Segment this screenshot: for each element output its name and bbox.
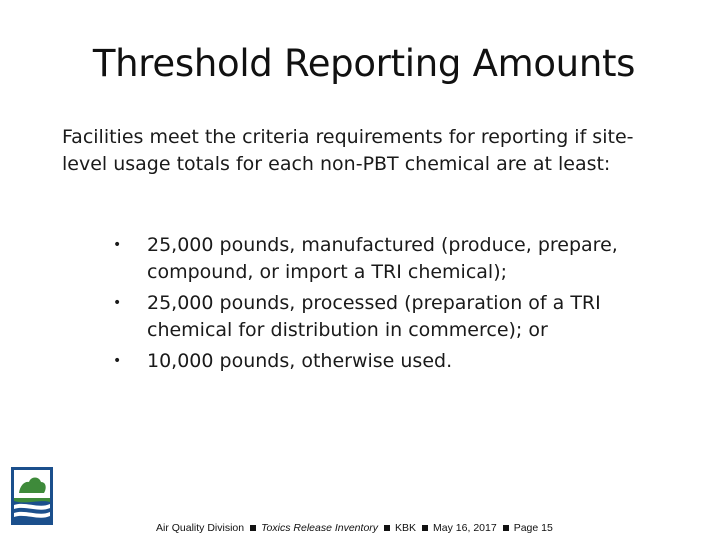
- square-separator-icon: [384, 525, 390, 531]
- list-item-text: 25,000 pounds, processed (preparation of a TRI chemical for distribution in commerce); or: [147, 292, 601, 341]
- square-separator-icon: [422, 525, 428, 531]
- slide-title: Threshold Reporting Amounts: [92, 42, 636, 85]
- square-separator-icon: [503, 525, 509, 531]
- bullet-icon: •: [113, 295, 122, 311]
- bullet-icon: •: [113, 237, 122, 253]
- agency-logo-icon: [11, 467, 53, 525]
- square-separator-icon: [250, 525, 256, 531]
- footer-date: May 16, 2017: [433, 522, 497, 534]
- footer-initials: KBK: [395, 522, 417, 534]
- footer-page: Page 15: [513, 522, 553, 534]
- list-item-text: 25,000 pounds, manufactured (produce, prepare, compound, or import a TRI chemical);: [147, 234, 618, 283]
- list-item: [0, 348, 637, 375]
- bullet-icon: •: [113, 353, 122, 369]
- list-item: [0, 232, 637, 286]
- list-item-text: 10,000 pounds, otherwise used.: [147, 350, 453, 372]
- intro-paragraph: Facilities meet the criteria requirements for reporting if site-level usage totals for each non-PBT chemical are at least:: [62, 126, 634, 175]
- threshold-list: [0, 232, 720, 379]
- list-item: [0, 290, 637, 344]
- slide-footer: [156, 522, 553, 534]
- footer-division: Air Quality Division: [156, 522, 245, 534]
- footer-program: Toxics Release Inventory: [261, 522, 379, 534]
